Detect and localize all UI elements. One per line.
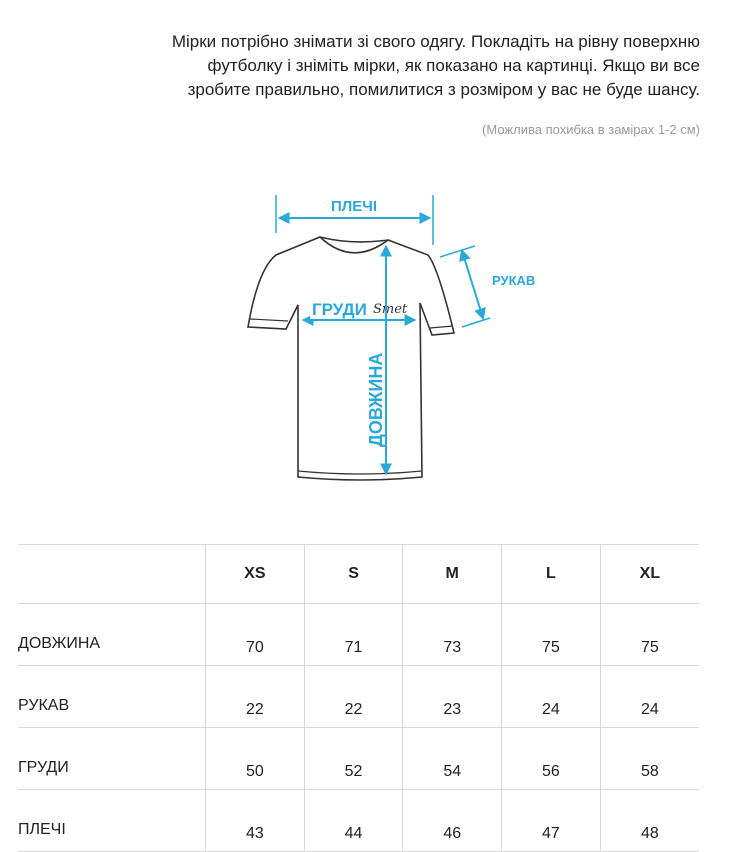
brand-logo: Smet bbox=[373, 302, 408, 317]
table-cell: 75 bbox=[600, 604, 699, 666]
table-cell: 75 bbox=[502, 604, 601, 666]
table-row bbox=[18, 728, 699, 790]
table-cell: 44 bbox=[304, 790, 403, 852]
table-cell: 52 bbox=[304, 728, 403, 790]
row-label: ГРУДИ bbox=[18, 759, 69, 776]
table-cell: 22 bbox=[206, 666, 305, 728]
table-row bbox=[18, 604, 699, 666]
table-cell: 47 bbox=[502, 790, 601, 852]
table-row bbox=[18, 666, 699, 728]
row-label: ПЛЕЧІ bbox=[18, 821, 66, 838]
shoulders-label: ПЛЕЧІ bbox=[330, 198, 378, 215]
table-cell: 48 bbox=[600, 790, 699, 852]
sleeve-tick-bottom bbox=[462, 318, 490, 327]
row-label: РУКАВ bbox=[18, 697, 70, 714]
table-cell: 43 bbox=[206, 790, 305, 852]
size-header: XS bbox=[206, 545, 305, 604]
intro-text bbox=[40, 30, 700, 102]
tshirt-svg bbox=[240, 185, 536, 495]
table-cell: 58 bbox=[600, 728, 699, 790]
table-cell: 46 bbox=[403, 790, 502, 852]
length-label: ДОВЖИНА bbox=[366, 352, 386, 447]
table-cell: 71 bbox=[304, 604, 403, 666]
sleeve-label: РУКАВ bbox=[492, 273, 536, 288]
table-row bbox=[18, 790, 699, 852]
intro-line-3: зробите правильно, помилитися з розміром у вас не буде шансу. bbox=[187, 80, 700, 99]
table-cell: 54 bbox=[403, 728, 502, 790]
sleeve-arrow bbox=[462, 251, 483, 318]
tshirt-diagram bbox=[240, 185, 536, 495]
table-cell: 50 bbox=[206, 728, 305, 790]
chest-label: ГРУДИ bbox=[312, 300, 367, 319]
tshirt-outline bbox=[248, 237, 454, 480]
table-cell: 24 bbox=[502, 666, 601, 728]
size-header: L bbox=[502, 545, 601, 604]
size-header: XL bbox=[600, 545, 699, 604]
intro-line-1: Мірки потрібно знімати зі свого одягу. Покладіть на рівну поверхню bbox=[171, 32, 700, 51]
measurement-note: (Можлива похибка в замірах 1-2 см) bbox=[482, 122, 700, 137]
table-cell: 24 bbox=[600, 666, 699, 728]
table-cell: 56 bbox=[502, 728, 601, 790]
table-cell: 23 bbox=[403, 666, 502, 728]
table-corner bbox=[18, 545, 206, 604]
table-cell: 70 bbox=[206, 604, 305, 666]
size-table bbox=[18, 544, 699, 852]
size-header: M bbox=[403, 545, 502, 604]
table-cell: 22 bbox=[304, 666, 403, 728]
size-header-row bbox=[18, 545, 699, 604]
sleeve-tick-top bbox=[440, 246, 475, 257]
row-label: ДОВЖИНА bbox=[18, 635, 101, 652]
table-cell: 73 bbox=[403, 604, 502, 666]
size-header: S bbox=[304, 545, 403, 604]
intro-line-2: футболку і зніміть мірки, як показано на картинці. Якщо ви все bbox=[207, 56, 700, 75]
